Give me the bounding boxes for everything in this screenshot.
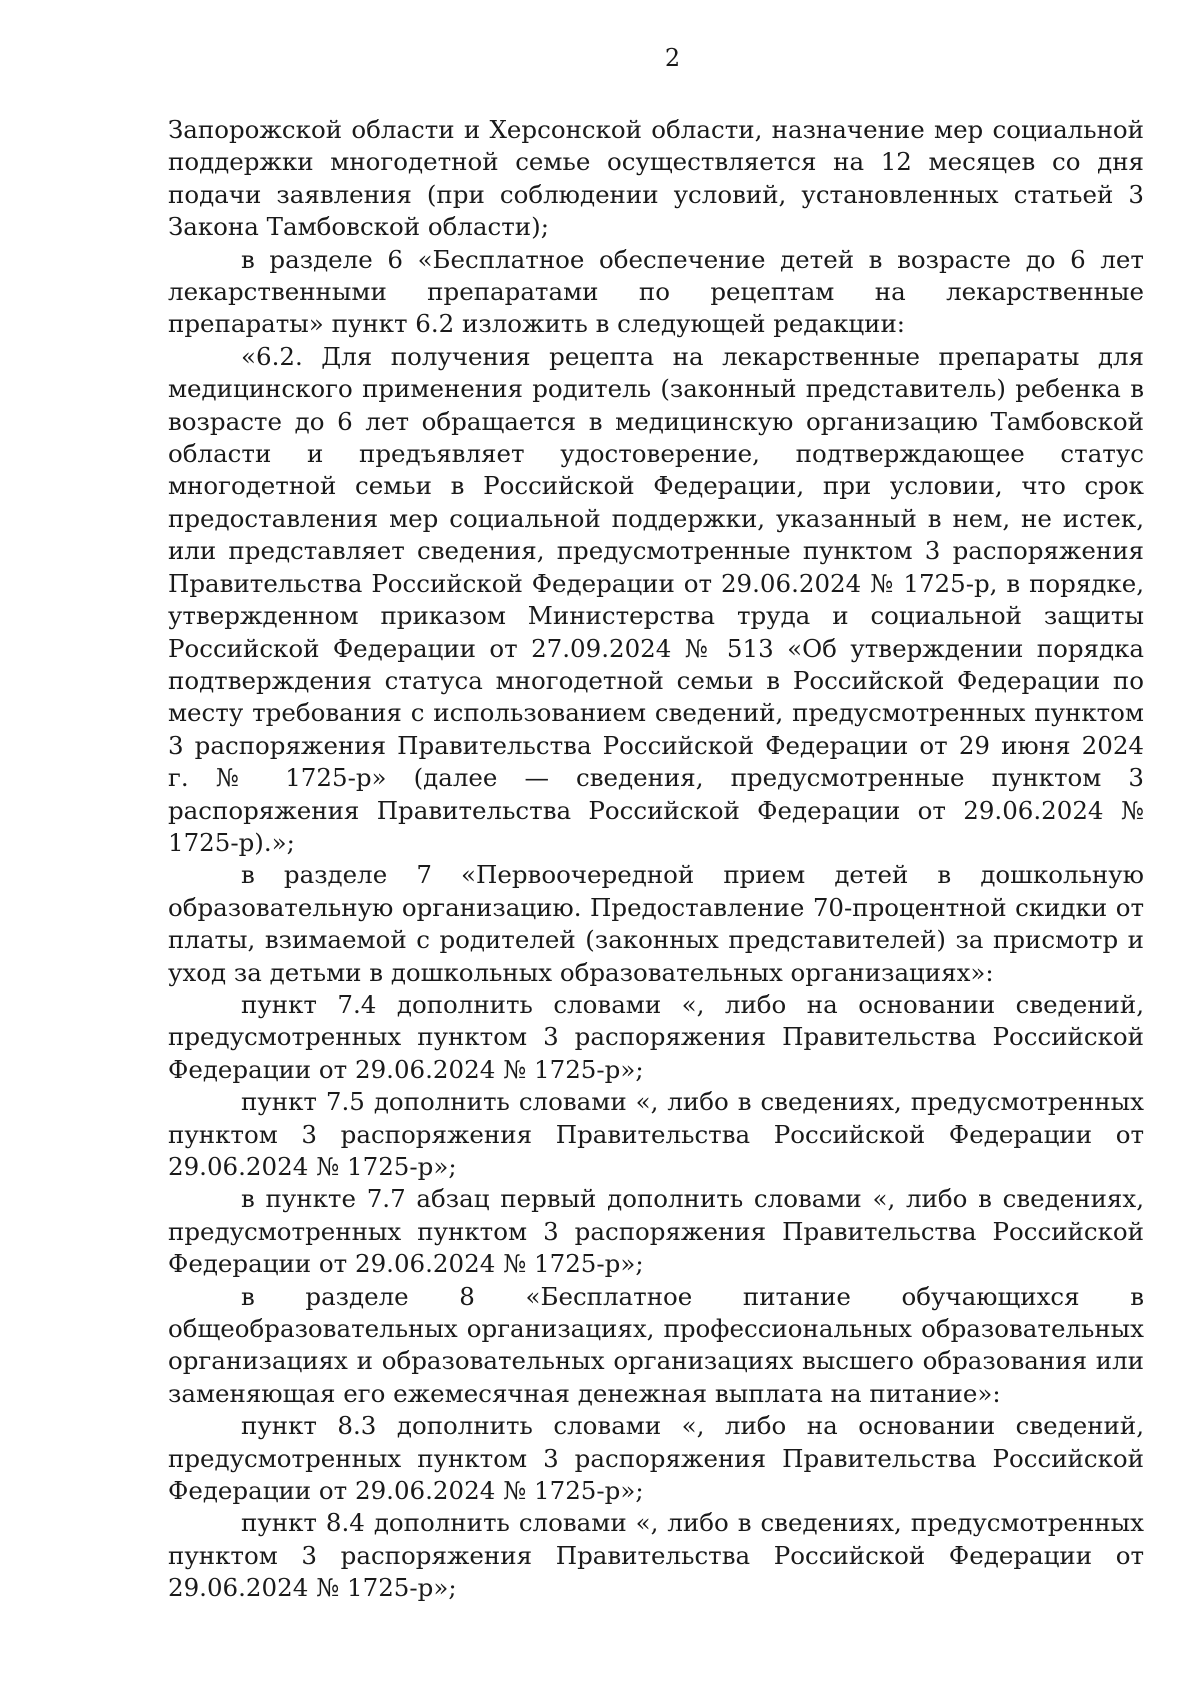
paragraph-section-8: в разделе 8 «Бесплатное питание обучающихся в общеобразовательных организациях, профессиональных образовательных организациях и образовательных организациях высшего образования или заменяющая его ежемесячная денежная выплата на питание»: <box>168 1281 1144 1408</box>
paragraph-item-7-5: пункт 7.5 дополнить словами «, либо в сведениях, предусмотренных пунктом 3 распоряжения Правительства Российской Федерации от 29.06.2024 № 1725-р»; <box>168 1087 1144 1181</box>
page-number: 2 <box>664 44 681 72</box>
paragraph-item-7-7: в пункте 7.7 абзац первый дополнить словами «, либо в сведениях, предусмотренных пунктом 3 распоряжения Правительства Российской Федерации от 29.06.2024 № 1725-р»; <box>168 1184 1144 1279</box>
paragraph-item-8-3: пункт 8.3 дополнить словами «, либо на основании сведений, предусмотренных пунктом 3 распоряжения Правительства Российской Федерации от 29.06.2024 № 1725-р»; <box>168 1411 1144 1506</box>
paragraph-continuation: Запорожской области и Херсонской области, назначение мер социальной поддержки многодетной семье осуществляется на 12 месяцев со дня подачи заявления (при соблюдении условий, установленных статьей 3 Закона Тамбовской области); <box>168 115 1144 242</box>
document-body <box>168 114 1144 1605</box>
paragraph-section-6: в разделе 6 «Бесплатное обеспечение детей в возрасте до 6 лет лекарственными препаратами по рецептам на лекарственные препараты» пункт 6.2 изложить в следующей редакции: <box>168 244 1144 339</box>
paragraph-item-7-4: пункт 7.4 дополнить словами «, либо на основании сведений, предусмотренных пунктом 3 распоряжения Правительства Российской Федерации от 29.06.2024 № 1725-р»; <box>168 989 1144 1084</box>
paragraph-section-7: в разделе 7 «Первоочередной прием детей в дошкольную образовательную организацию. Предоставление 70-процентной скидки от платы, взимаемой с родителей (законных представителей) за присмотр и уход за детьми в дошкольных образовательных организациях»: <box>168 860 1144 987</box>
paragraph-item-8-4: пункт 8.4 дополнить словами «, либо в сведениях, предусмотренных пунктом 3 распоряжения Правительства Российской Федерации от 29.06.2024 № 1725-р»; <box>168 1508 1144 1603</box>
paragraph-item-6-2: «6.2. Для получения рецепта на лекарственные препараты для медицинского применения родитель (законный представитель) ребенка в возрасте до 6 лет обращается в медицинскую организацию Тамбовской области и предъявляет удостоверение, подтверждающее статус многодетной семьи в Российской Федерации, при условии, что срок предоставления мер социальной поддержки, указанный в нем, не истек, или представляет сведения, предусмотренные пунктом 3 распоряжения Правительства Российской Федерации от 29.06.2024 № 1725-р, в порядке, утвержденном приказом Министерства труда и социальной защиты Российской Федерации от 27.09.2024 № 513 «Об утверждении порядка подтверждения статуса многодетной семьи в Российской Федерации по месту требования с использованием сведений, предусмотренных пунктом 3 распоряжения Правительства Российской Федерации от 29 июня 2024 г. № 1725-р» (далее — сведения, предусмотренные пунктом 3 распоряжения Правительства Российской Федерации от 29.06.2024 № 1725-р).»; <box>168 341 1144 857</box>
